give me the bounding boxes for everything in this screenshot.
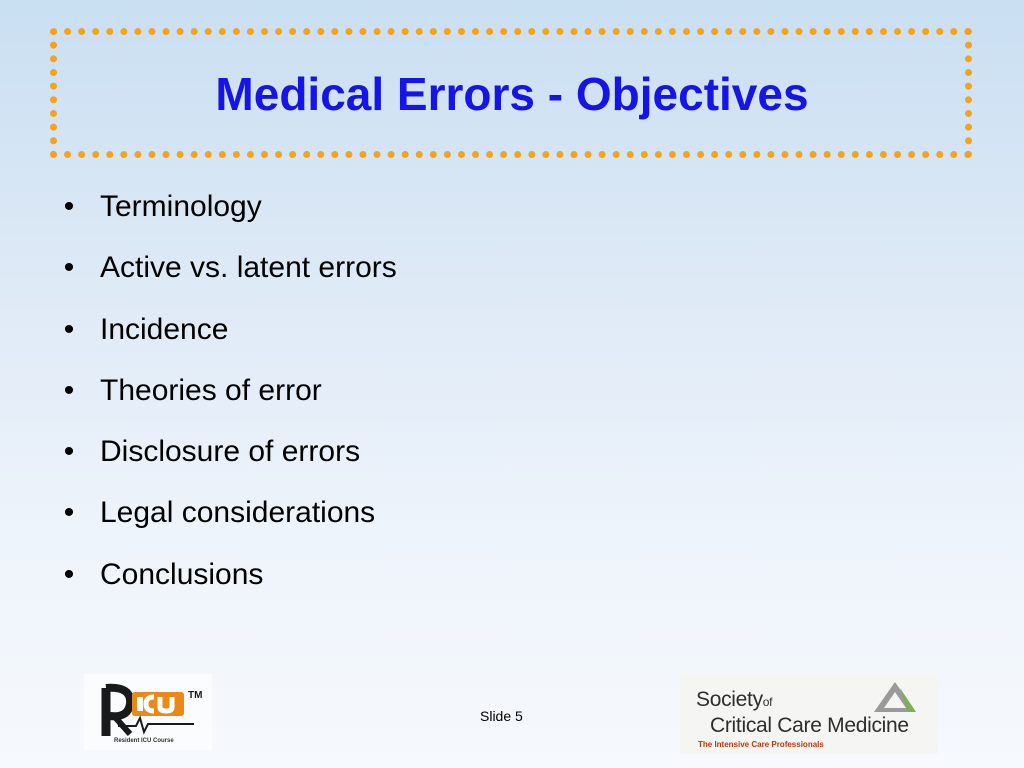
sccm-name-line2: Critical Care Medicine [710, 714, 909, 737]
bullet-icon: • [63, 557, 75, 591]
tm-mark: TM [188, 690, 203, 701]
ricu-tagline: Resident ICU Course [114, 738, 174, 744]
slide-title: Medical Errors - Objectives [215, 68, 809, 120]
bullet-text: Disclosure of errors [100, 435, 361, 469]
bullet-icon: • [63, 373, 75, 407]
ricu-logo [84, 674, 212, 750]
bullet-text: Theories of error [100, 373, 322, 407]
sccm-logo [680, 674, 938, 754]
bullet-icon: • [63, 496, 75, 530]
slide-number: Slide 5 [480, 708, 523, 724]
sccm-tagline: The Intensive Care Professionals [698, 740, 824, 749]
triangle-logo-icon [872, 680, 918, 714]
bullet-text: Active vs. latent errors [100, 251, 397, 285]
bullet-icon: • [63, 190, 75, 223]
bullet-icon: • [63, 251, 75, 285]
bullet-text: Incidence [100, 312, 229, 346]
sccm-name-line1: Societyof [696, 688, 773, 711]
bullet-text: Conclusions [100, 557, 264, 591]
bullet-icon: • [63, 435, 75, 469]
ricu-logo-icon [84, 674, 212, 750]
bullet-icon: • [63, 312, 75, 346]
bullet-text: Legal considerations [100, 496, 376, 530]
bullet-text: Terminology [100, 190, 262, 223]
